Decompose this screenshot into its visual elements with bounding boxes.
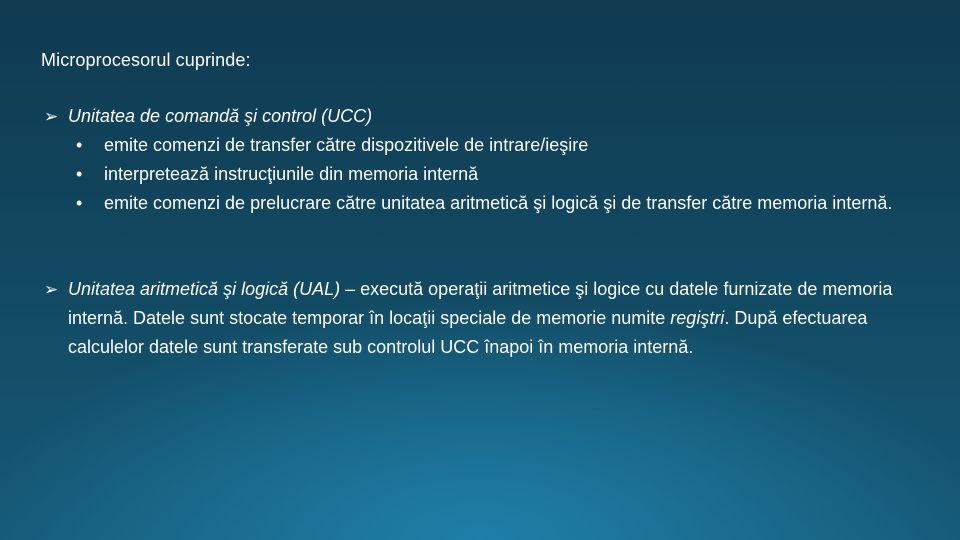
arrow-bullet-icon: ➢ [44, 280, 59, 299]
arrow-bullet-icon: ➢ [44, 107, 59, 126]
intro-text: Microprocesorul cuprinde: [41, 50, 251, 70]
section-ual-text-b: . După efectuarea calculelor datele sunt transferate sub controlul UCC înapoi în memoria internă. [68, 308, 868, 357]
bullet-dot-icon: • [76, 135, 83, 155]
list-item-text: emite comenzi de prelucrare către unitatea aritmetică şi logică şi de transfer către memoria internă. [104, 193, 893, 213]
bullet-dot-icon: • [76, 164, 83, 184]
list-item-text: interpretează instrucţiunile din memoria internă [104, 164, 479, 184]
list-item [76, 189, 924, 218]
term-registri: regiştri [670, 308, 725, 328]
section-ual-text-a: – execută operaţii aritmetice şi logice cu datele furnizate de memoria internă. Datele sunt stocate temporar în locaţii speciale de memorie numite [68, 279, 893, 328]
list-item [76, 160, 924, 189]
section-ual-paragraph [68, 275, 924, 362]
section-ucc-heading [68, 102, 924, 131]
section-ual-title: Unitatea aritmetică şi logică (UAL) [68, 279, 341, 299]
section-ucc [44, 102, 924, 218]
bullet-dot-icon: • [76, 193, 83, 213]
list-item [76, 131, 924, 160]
section-ucc-title: Unitatea de comandă şi control (UCC) [68, 106, 373, 126]
section-ual [44, 275, 924, 362]
ucc-bullet-list [76, 131, 924, 218]
list-item-text: emite comenzi de transfer către dispozitivele de intrare/ieşire [104, 135, 589, 155]
